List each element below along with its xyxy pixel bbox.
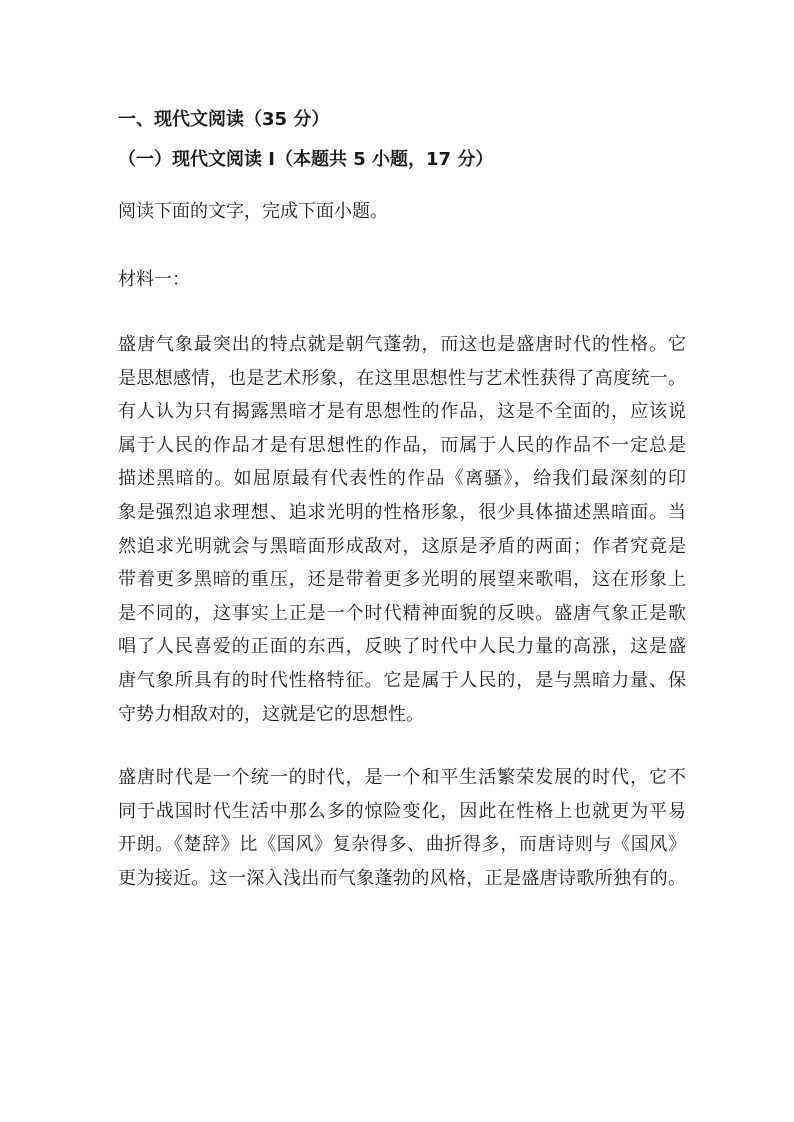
paragraph-line: 描述黑暗的。如屈原最有代表性的作品《离骚》，给我们最深刻的印 [118,468,686,490]
subsection-title: （一）现代文阅读 I（本题共 5 小题，17 分） [118,149,494,170]
paragraph-line: 象是强烈追求理想、追求光明的性格形象，很少具体描述黑暗面。当 [118,501,686,523]
paragraph-line: 是思想感情，也是艺术形象，在这里思想性与艺术性获得了高度统一。 [118,367,686,389]
reading-instruction: 阅读下面的文字，完成下面小题。 [118,201,388,222]
material-label: 材料一： [118,269,190,290]
paragraph-line: 开朗。《楚辞》比《国风》复杂得多、曲折得多，而唐诗则与《国风》 [118,834,686,856]
paragraph-1 [118,328,686,731]
paragraph-line: 盛唐时代是一个统一的时代，是一个和平生活繁荣发展的时代，它不 [118,767,686,789]
paragraph-line: 是不同的，这事实上正是一个时代精神面貌的反映。盛唐气象正是歌 [118,602,686,624]
paragraph-line: 更为接近。这一深入浅出而气象蓬勃的风格，正是盛唐诗歌所独有的。 [118,867,686,889]
paragraph-line: 属于人民的作品才是有思想性的作品，而属于人民的作品不一定总是 [118,434,686,456]
paragraph-line: 然追求光明就会与黑暗面形成敌对，这原是矛盾的两面；作者究竟是 [118,535,686,557]
document-page [118,100,686,896]
paragraph-line: 有人认为只有揭露黑暗才是有思想性的作品，这是不全面的，应该说 [118,401,686,423]
section-title: 一、现代文阅读（35 分） [118,109,330,130]
paragraph-line: 唐气象所具有的时代性格特征。它是属于人民的，是与黑暗力量、保 [118,669,686,691]
paragraph-line: 同于战国时代生活中那么多的惊险变化，因此在性格上也就更为平易 [118,800,686,822]
paragraph-line: 守势力相敌对的，这就是它的思想性。 [118,703,424,725]
paragraph-line: 带着更多黑暗的重压，还是带着更多光明的展望来歌唱，这在形象上 [118,569,686,591]
paragraph-line: 盛唐气象最突出的特点就是朝气蓬勃，而这也是盛唐时代的性格。它 [118,334,686,355]
paragraph-2 [118,761,686,895]
paragraph-line: 唱了人民喜爱的正面的东西，反映了时代中人民力量的高涨，这是盛 [118,636,686,658]
